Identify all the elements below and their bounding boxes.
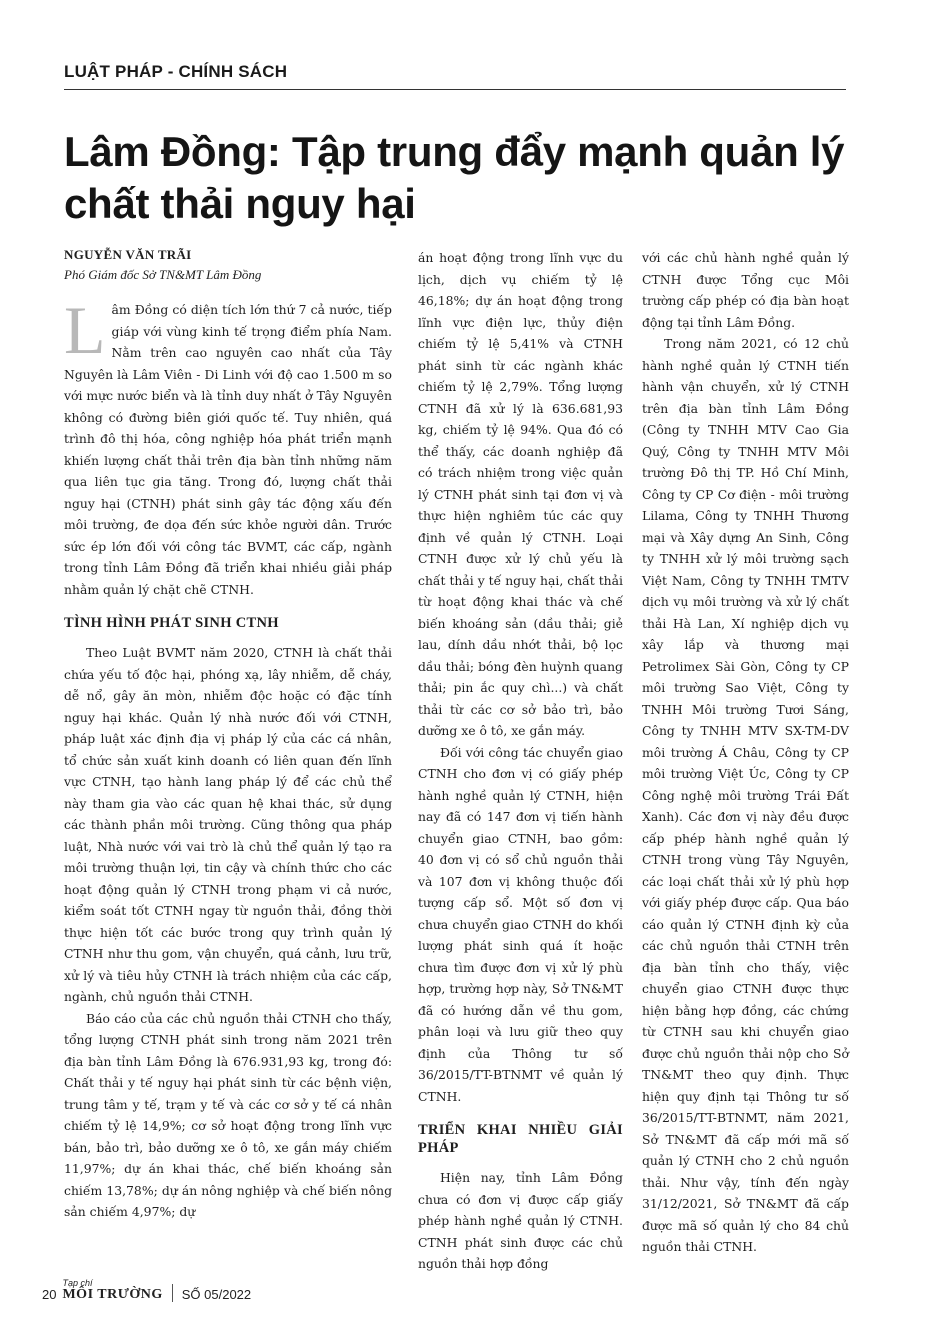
article-column-2 (418, 247, 623, 1275)
lead-paragraph (64, 292, 392, 600)
paragraph: Theo Luật BVMT năm 2020, CTNH là chất thải chứa yếu tố độc hại, phóng xạ, lây nhiễm, dễ cháy, dễ nổ, gây ăn mòn, nhiễm độc hoặc có đặc tính nguy hại khác. Quản lý nhà nước đối với CTNH, pháp luật xác định địa vị pháp lý của các cá nhân, tổ chức sản xuất kinh doanh có liên quan đến lĩnh vực CTNH, tạo hành lang pháp lý để các chủ thể này tham gia vào các quan hệ khai thác, sử dụng các thành phần môi trường. Cũng thông qua pháp luật, Nhà nước với vai trò là chủ thể quản lý tạo ra môi trường thuận lợi, tin cậy và chính thức cho các hoạt động quản lý CTNH trong phạm vi cả nước, kiểm soát tốt CTNH ngay từ nguồn thải, đồng thời thực hiện tốt các bước trong quy trình quản lý CTNH như thu gom, vận chuyển, quá cảnh, lưu trữ, xử lý và tiêu hủy CTNH là trách nhiệm của các cấp, ngành, chủ nguồn thải CTNH. (64, 645, 392, 1004)
article-column-1 (64, 245, 392, 1223)
magazine-label-small: Tạp chí (62, 1278, 93, 1288)
paragraph: với các chủ hành nghề quản lý CTNH được Tổng cục Môi trường cấp phép có địa bàn hoạt động tại tỉnh Lâm Đồng. (642, 250, 849, 330)
article-column-3 (642, 247, 849, 1258)
page-number: 20 (42, 1287, 57, 1302)
article-headline: Lâm Đồng: Tập trung đẩy mạnh quản lý chất thải nguy hại (64, 128, 845, 227)
page-footer (42, 1276, 251, 1302)
subhead-solutions: TRIỂN KHAI NHIỀU GIẢI PHÁP (418, 1122, 623, 1156)
footer-divider (172, 1284, 173, 1302)
magazine-name: MÔI TRƯỜNG (62, 1287, 163, 1302)
lead-text: âm Đồng có diện tích lớn thứ 7 cả nước, tiếp giáp với vùng kinh tế trọng điểm phía Nam. Nằm trên cao nguyên cao nhất của Tây Nguyên là Lâm Viên - Di Linh với độ cao 1.500 m so với mực nước biển và là tỉnh duy nhất ở Tây Nguyên không có đường biên giới quốc tế. Tuy nhiên, quá trình đô thị hóa, công nghiệp hóa phát triển mạnh khiến lượng chất thải trên địa bàn tỉnh những năm qua liên tục gia tăng. Trong đó, lượng chất thải nguy hại (CTNH) phát sinh gây tác động xấu đến môi trường, đe dọa đến sức khỏe người dân. Trước sức ép lớn đối với công tác BVMT, các cấp, ngành trong tỉnh Lâm Đồng đã triển khai nhiều giải pháp nhằm quản lý chặt chẽ CTNH. (64, 302, 392, 597)
paragraph: Báo cáo của các chủ nguồn thải CTNH cho thấy, tổng lượng CTNH phát sinh trong năm 2021 trên địa bàn tỉnh Lâm Đồng là 676.931,93 kg, trong đó: Chất thải y tế nguy hại phát sinh từ các bệnh viện, trung tâm y tế, trạm y tế và các cơ sở y tế cá nhân chiếm tỷ lệ 14,9%; cơ sở hoạt động trong lĩnh vực bán, bảo trì, bảo dưỡng xe ô tô, xe gắn máy chiếm 11,97%; dự án khai thác, chế biến khoáng sản chiếm 13,78%; dự án nông nghiệp và chế biến nông sản chiếm 4,97%; dự (64, 1010, 392, 1219)
paragraph: Hiện nay, tỉnh Lâm Đồng chưa có đơn vị được cấp giấy phép hành nghề quản lý CTNH. CTNH phát sinh được các chủ nguồn thải hợp đồng (418, 1170, 623, 1271)
author-role: Phó Giám đốc Sở TN&MT Lâm Đồng (64, 267, 262, 282)
paragraph: Trong năm 2021, có 12 chủ hành nghề quản lý CTNH tiến hành vận chuyển, xử lý CTNH trên địa bàn tỉnh Lâm Đồng (Công ty TNHH MTV Cao Gia Quý, Công ty TNHH MTV Môi trường Đô thị TP. Hồ Chí Minh, Công ty CP Cơ điện - môi trường Lilama, Công ty TNHH Thương mại và Xây dựng An Sinh, Công ty TNHH xử lý môi trường sạch Việt Nam, Công ty TNHH TMTV dịch vụ môi trường và xử lý chất thải Hà Lan, Xí nghiệp dịch vụ xây lắp và thương mại Petrolimex Sài Gòn, Công ty CP môi trường Sao Việt, Công ty TNHH Môi trường Tươi Sáng, Công ty TNHH MTV SX-TM-DV môi trường Á Châu, Công ty CP môi trường Việt Úc, Công ty CP Công nghệ môi trường Trái Đất Xanh). Các đơn vị này đều được cấp phép hành nghề quản lý CTNH trong vùng Tây Nguyên, các loại chất thải xử lý phù hợp với giấy phép được cấp. Qua báo cáo quản lý CTNH định kỳ của các chủ nguồn thải CTNH trên địa bàn tỉnh cho thấy, việc chuyển giao CTNH được thực hiện bằng hợp đồng, các chứng từ CTNH sau khi chuyển giao được chủ nguồn thải nộp cho Sở TN&MT theo quy định. Thực hiện quy định tại Thông tư số 36/2015/TT-BTNMT, năm 2021, Sở TN&MT đã cấp mới mã số quản lý CTNH cho 2 chủ nguồn thải. Như vậy, tính đến ngày 31/12/2021, Sở TN&MT đã cấp được mã số quản lý cho 84 chủ nguồn thải CTNH. (642, 336, 849, 1254)
subhead-situation: TÌNH HÌNH PHÁT SINH CTNH (64, 615, 279, 631)
drop-cap: L (64, 292, 106, 368)
paragraph: Đối với công tác chuyển giao CTNH cho đơn vị có giấy phép hành nghề quản lý CTNH, hiện nay đã có 147 đơn vị tiến hành chuyển giao CTNH, bao gồm: 40 đơn vị có sổ chủ nguồn thải và 107 đơn vị không thuộc đối tượng cấp sổ. Một số đơn vị chưa chuyển giao CTNH do khối lượng phát sinh quá ít hoặc chưa tìm được đơn vị xử lý phù hợp, trường hợp này, Sở TN&MT đã có hướng dẫn về thu gom, phân loại và lưu giữ theo quy định của Thông tư số 36/2015/TT-BTNMT về quản lý CTNH. (418, 744, 623, 1104)
issue-number: SỐ 05/2022 (181, 1287, 252, 1302)
author-name: NGUYỄN VĂN TRÃI (64, 247, 192, 262)
magazine-logo (62, 1279, 162, 1302)
paragraph: án hoạt động trong lĩnh vực du lịch, dịch vụ chiếm tỷ lệ 46,18%; dự án hoạt động trong lĩnh vực điện lực, thủy điện chiếm tỷ lệ 5,41% và CTNH phát sinh từ các ngành khác chiếm tỷ lệ 2,79%. Tổng lượng CTNH đã xử lý là 636.681,93 kg, chiếm tỷ lệ 94%. Qua đó có thể thấy, các doanh nghiệp đã có trách nhiệm trong việc quản lý CTNH phát sinh tại đơn vị và thực hiện nghiêm túc các quy định về quản lý CTNH. Loại CTNH được xử lý chủ yếu là chất thải y tế nguy hại, chất thải từ hoạt động khai thác và chế biến khoáng sản (dầu thải; giẻ lau, dính dầu nhớt thải, bộ lọc dầu thải; bóng đèn huỳnh quang thải; pin ắc quy chì...) và chất thải từ các cơ sở bảo trì, bảo dưỡng xe ô tô, xe gắn máy. (418, 250, 623, 738)
section-label: LUẬT PHÁP - CHÍNH SÁCH (64, 62, 288, 81)
top-rule (64, 89, 846, 90)
